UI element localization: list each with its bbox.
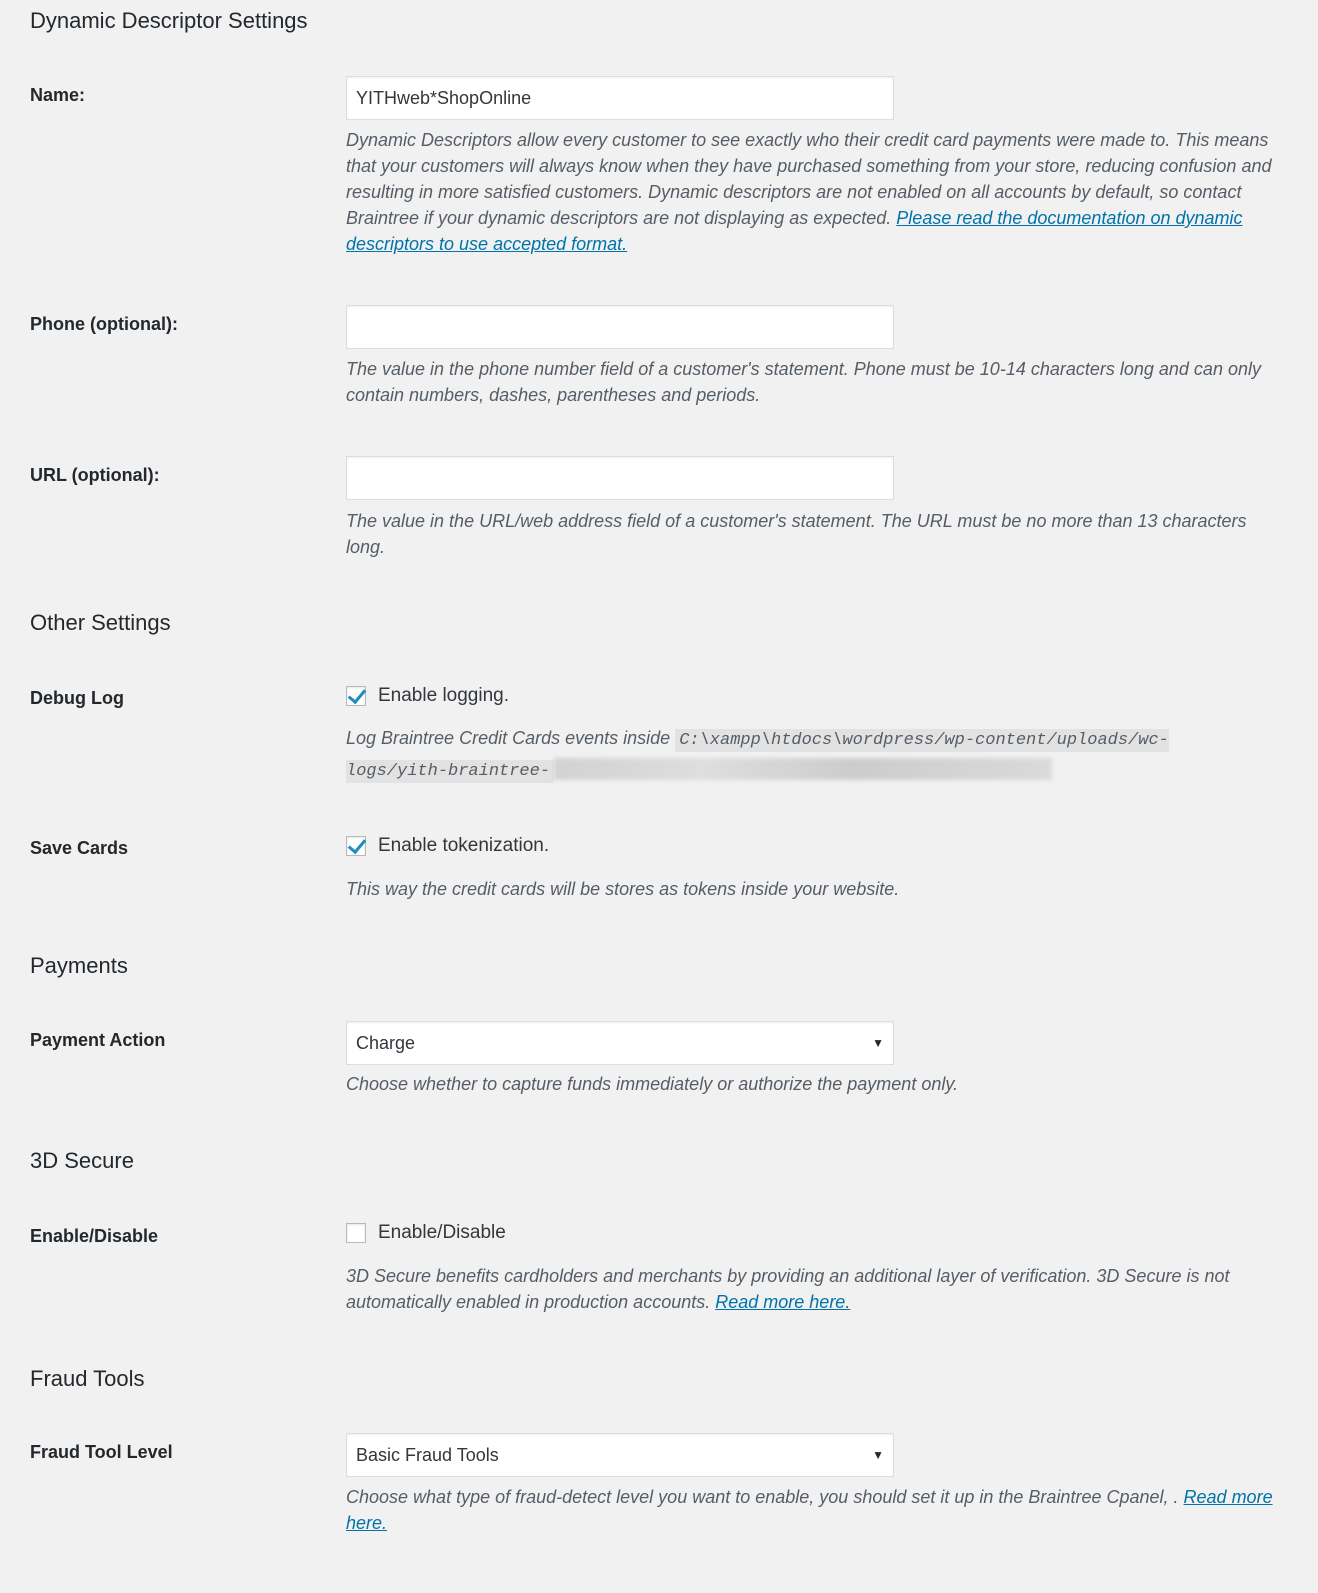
descriptor-docs-link[interactable]: Please read the documentation on dynamic descriptors to use accepted format. [346,208,1243,254]
3d-secure-enable-row[interactable] [346,1222,506,1244]
payment-action-label: Payment Action [30,1030,166,1050]
debug-log-description-text: Log Braintree Credit Cards events inside [346,728,671,748]
name-label: Name: [30,85,86,105]
enable-tokenization-label: Enable tokenization. [378,835,550,856]
url-description: The value in the URL/web address field of a customer's statement. The URL must be no more than 13 characters long. [346,511,1247,557]
enable-tokenization-row[interactable] [346,835,549,857]
enable-logging-label: Enable logging. [378,685,509,706]
3d-secure-description-text: 3D Secure benefits cardholders and merchants by providing an additional layer of verification. 3D Secure is not automatically enabled in production accounts. [346,1266,1230,1312]
3d-secure-checkbox-label: Enable/Disable [378,1222,506,1243]
fraud-tool-level-label: Fraud Tool Level [30,1442,173,1462]
section-title-dynamic-descriptor: Dynamic Descriptor Settings [30,8,308,33]
payment-action-select[interactable] [346,1021,894,1065]
3d-secure-checkbox[interactable] [346,1223,366,1243]
section-title-3d-secure: 3D Secure [30,1148,134,1173]
chevron-down-icon: ▼ [872,1036,884,1050]
redacted-log-path [554,758,1052,780]
payment-action-value: Charge [356,1033,416,1053]
phone-description: The value in the phone number field of a customer's statement. Phone must be 10-14 characters long and can only contain numbers, dashes, parentheses and periods. [346,359,1261,405]
chevron-down-icon: ▼ [872,1448,884,1462]
3d-secure-description [346,1263,1276,1315]
section-title-other-settings: Other Settings [30,610,171,635]
name-description-text: Dynamic Descriptors allow every customer to see exactly who their credit card payments were made to. This means that your customers will always know when they have purchased something from your store, reducing confusion and resulting in more satisfied customers. Dynamic descriptors are not enabled on all accounts by default, so contact Braintree if your dynamic descriptors are not displaying as expected. [346,130,1272,228]
enable-logging-checkbox[interactable] [346,686,366,706]
3d-secure-read-more-link[interactable]: Read more here. [715,1292,851,1312]
fraud-tool-description-text: Choose what type of fraud-detect level you want to enable, you should set it up in the Braintree Cpanel, . [346,1487,1179,1507]
phone-label: Phone (optional): [30,314,178,334]
url-label: URL (optional): [30,465,160,485]
fraud-tools-read-more-link[interactable]: Read more here. [346,1487,1273,1533]
3d-secure-enable-label: Enable/Disable [30,1226,159,1246]
save-cards-label: Save Cards [30,838,129,858]
phone-input[interactable] [346,305,894,349]
payment-action-description: Choose whether to capture funds immediately or authorize the payment only. [346,1074,958,1094]
log-path: C:\xampp\htdocs\wordpress/wp-content/uploads/wc-logs/yith-braintree- [346,731,1169,781]
name-description [346,127,1276,257]
enable-logging-row[interactable] [346,685,509,707]
name-input[interactable] [346,76,894,120]
section-title-payments: Payments [30,953,128,978]
fraud-tool-level-select[interactable] [346,1433,894,1477]
fraud-tool-level-value: Basic Fraud Tools [356,1445,499,1465]
debug-log-label: Debug Log [30,688,124,708]
save-cards-description: This way the credit cards will be stores as tokens inside your website. [346,879,900,899]
enable-tokenization-checkbox[interactable] [346,836,366,856]
section-title-fraud-tools: Fraud Tools [30,1366,145,1391]
debug-log-description [346,724,1256,786]
fraud-tool-description [346,1484,1276,1536]
url-input[interactable] [346,456,894,500]
